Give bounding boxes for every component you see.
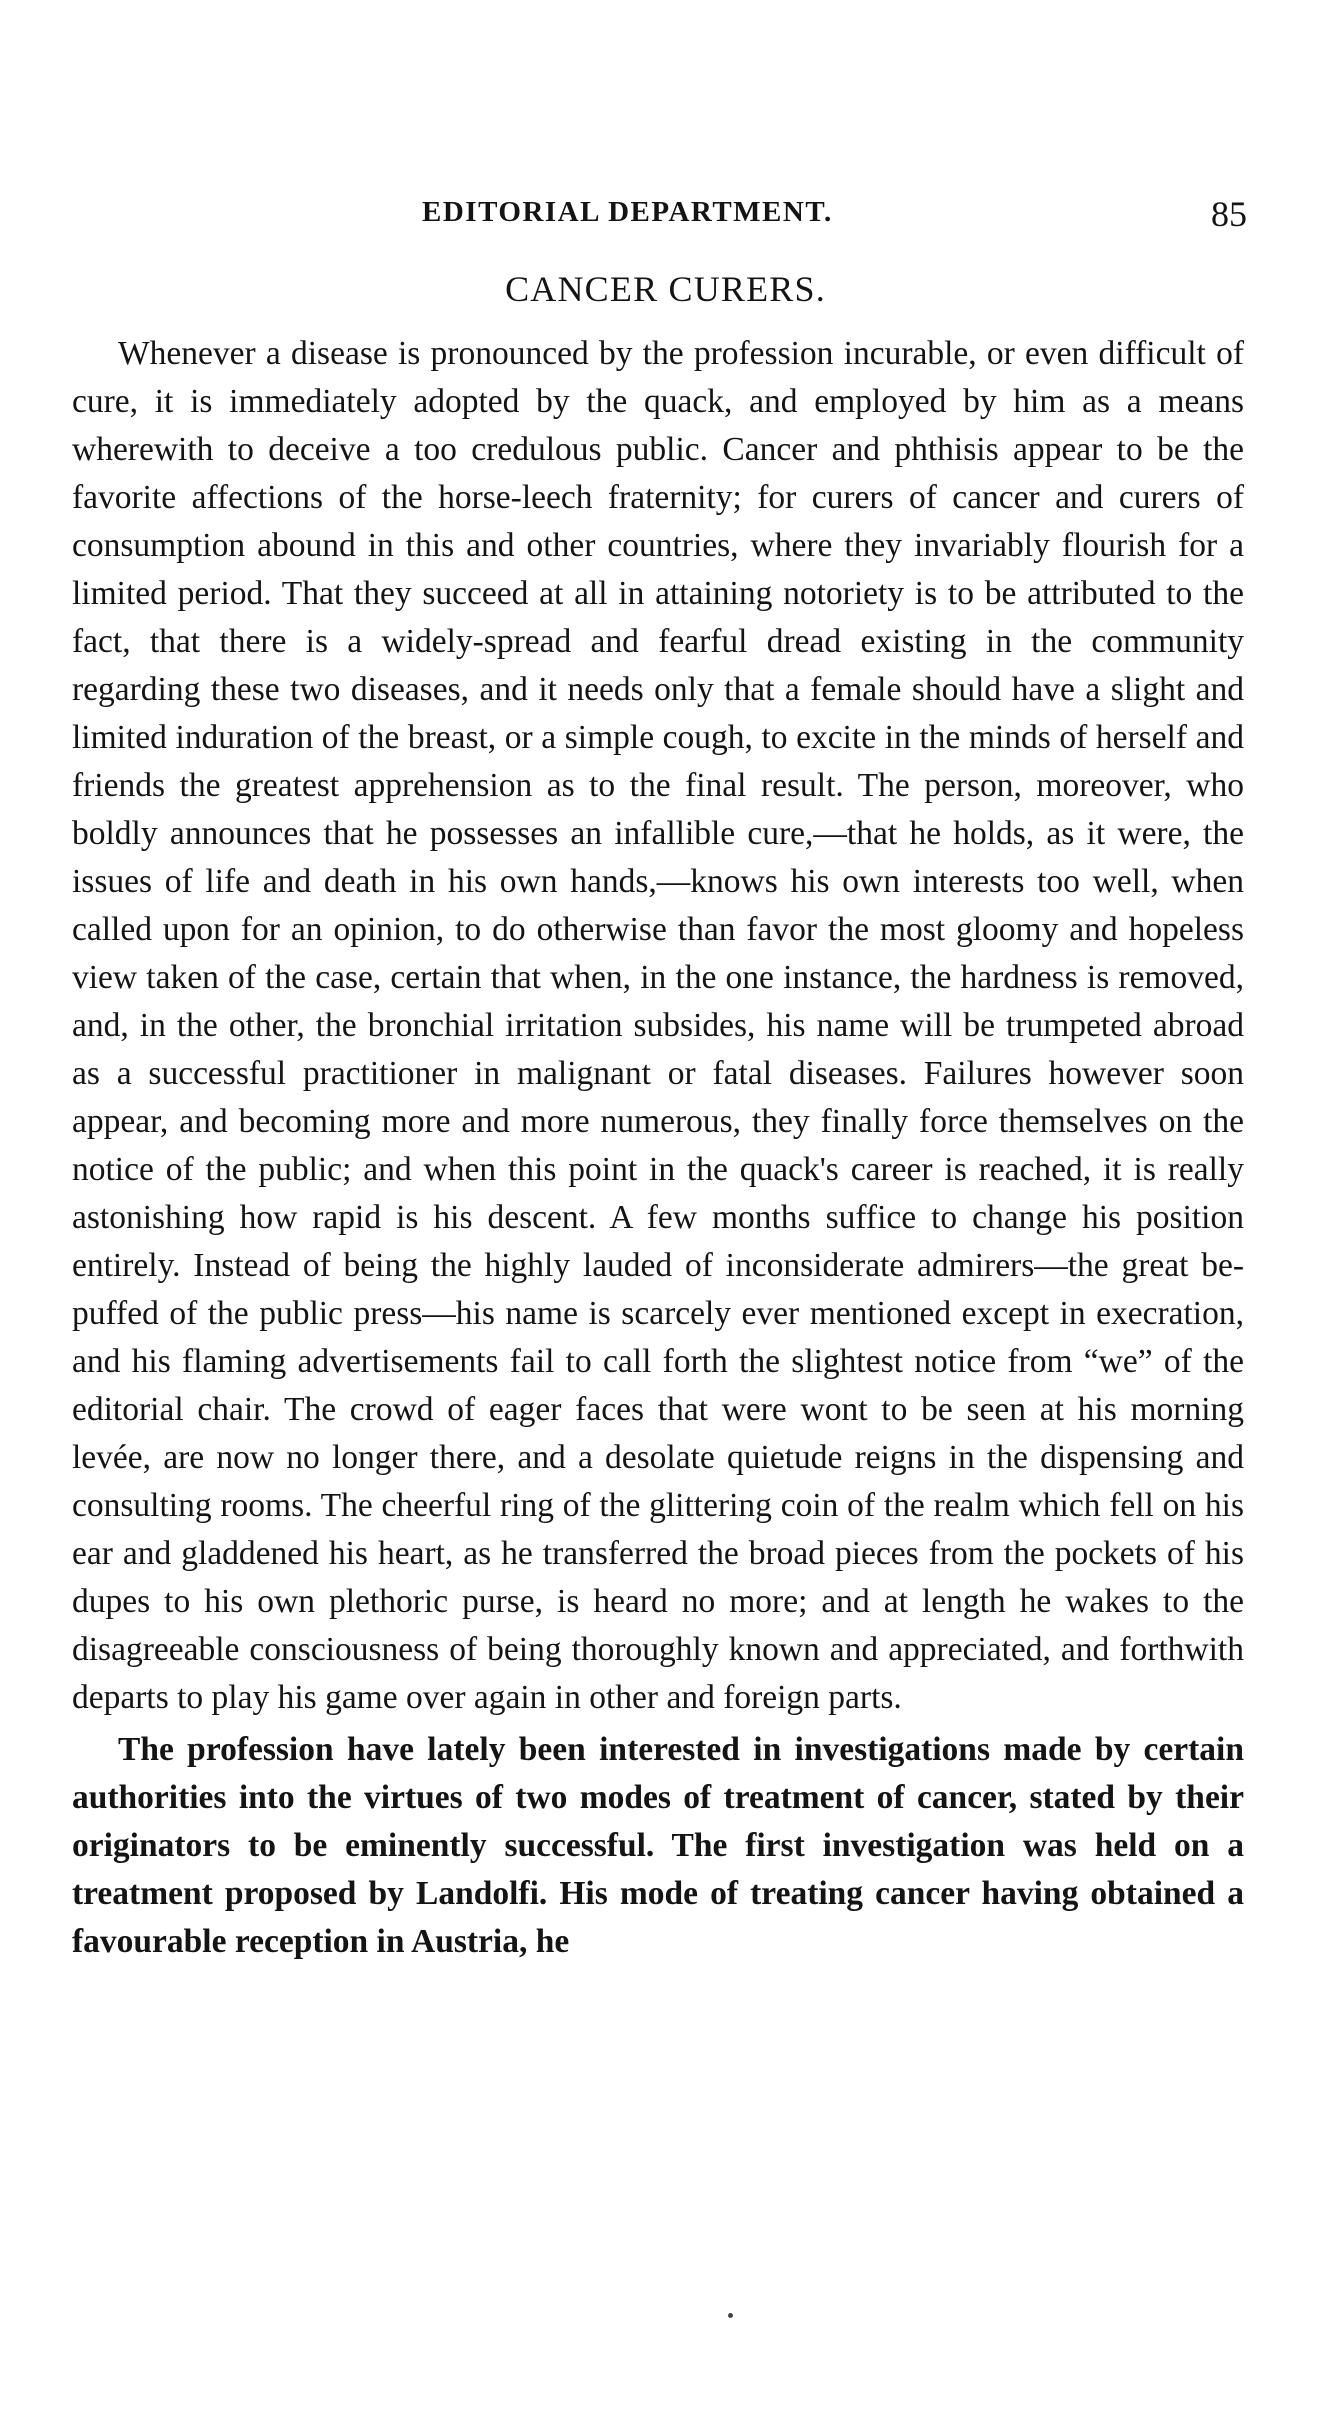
page-number: 85 <box>1211 194 1247 234</box>
print-speck <box>728 2313 733 2318</box>
paragraph-1: Whenever a disease is pronounced by the profession incurable, or even difficult of cure, it is immediately adopted by the quack, and employed by him as a means wherewith to deceive a too credulous public. Cancer and phthisis appear to be the favorite affections of the horse-leech fraternity; for curers of cancer and curers of consumption abound in this and other countries, where they invariably flourish for a limited period. That they succeed at all in attaining notoriety is to be attributed to the fact, that there is a widely-spread and fearful dread existing in the community regarding these two diseases, and it needs only that a female should have a slight and limited induration of the breast, or a simple cough, to excite in the minds of herself and friends the greatest apprehension as to the final result. The person, moreover, who boldly announces that he possesses an infallible cure,—that he holds, as it were, the issues of life and death in his own hands,—knows his own interests too well, when called upon for an opinion, to do otherwise than favor the most gloomy and hopeless view taken of the case, certain that when, in the one instance, the hardness is removed, and, in the other, the bronchial irritation subsides, his name will be trumpeted abroad as a successful practitioner in malignant or fatal diseases. Failures however soon appear, and becoming more and more numerous, they finally force themselves on the notice of the public; and when this point in the quack's career is reached, it is really astonishing how rapid is his descent. A few months suffice to change his position entirely. Instead of being the highly lauded of inconsiderate admirers—the great be-puffed of the public press—his name is scarcely ever mentioned except in execration, and his flaming advertisements fail to call forth the slightest notice from “we” of the editorial chair. The crowd of eager faces that were wont to be seen at his morning levée, are now no longer there, and a desolate quietude reigns in the dispensing and consulting rooms. The cheerful ring of the glittering coin of the realm which fell on his ear and gladdened his heart, as he transferred the broad pieces from the pockets of his dupes to his own plethoric purse, is heard no more; and at length he wakes to the disagreeable consciousness of being thoroughly known and appreciated, and forthwith departs to play his game over again in other and foreign parts. <box>72 335 1244 1716</box>
article-body <box>72 330 1244 1970</box>
running-head: EDITORIAL DEPARTMENT. <box>422 196 833 228</box>
paragraph-2: The profession have lately been interested in investigations made by certain authorities into the virtues of two modes of treatment of cancer, stated by their originators to be eminently successful. The first investigation was held on a treatment proposed by Landolfi. His mode of treating cancer having obtained a favourable reception in Austria, he <box>72 1731 1244 1960</box>
article-title: CANCER CURERS. <box>505 269 826 309</box>
page-header <box>72 196 1247 240</box>
